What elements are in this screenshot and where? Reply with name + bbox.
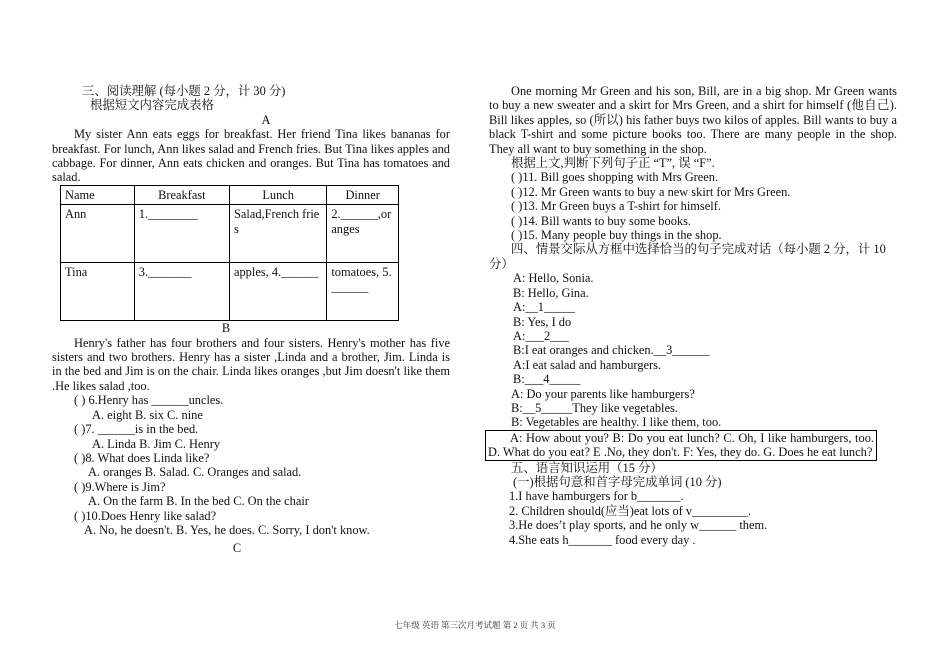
table-cell: Tina [61,263,135,321]
question-item: ( )7. ______is in the bed. [74,422,199,437]
question-options: A. On the farm B. In the bed C. On the chair [88,494,309,509]
fill-list [489,489,897,547]
question-options: A. Linda B. Jim C. Henry [92,436,221,451]
table-cell: Salad,French fries [229,205,326,263]
question-options: A. No, he doesn't. B. Yes, he does. C. Sorry, I don't know. [84,522,370,537]
dialog-line: A:__1_____ [513,300,575,315]
tf-instruction: 根据上文,判断下列句子正 “T”, 误 “F”. [511,156,715,171]
dialog-line: B:___4_____ [513,372,581,387]
passage-c-text: One morning Mr Green and his son, Bill, are in a big shop. Mr Green wants to buy a new sweater and a skirt for Mrs Green, and a shirt for himself (他自己). Bill likes apples, so (所以) his father buys two kilos of apples. Bill wants to buy a black T-shirt and some picture books too. There are many people in the shop. They all want to buy something in the shop. [489,84,897,156]
fill-item: 2. Children should(应当)eat lots of v_________. [509,503,751,518]
tf-list [489,170,897,242]
left-column [52,84,450,556]
tf-item: ( )13. Mr Green buys a T-shirt for himself. [511,199,721,214]
section5-subtitle: (一)根据句意和首字母完成单词 (10 分) [513,474,722,489]
dialog-line: A: Do your parents like hamburgers? [511,386,695,401]
table-row [61,205,399,263]
tf-item: ( )12. Mr Green wants to buy a new skirt for Mrs Green. [511,184,791,199]
dialog-line: B: Hello, Gina. [513,285,589,300]
dialog-line: A:I eat salad and hamburgers. [513,357,662,372]
dialog-line: B: Vegetables are healthy. I like them, too. [511,415,722,430]
dialog-line: A: Hello, Sonia. [513,271,594,286]
dialog-line: B: Yes, I do [513,314,572,329]
passage-b-label: B [221,321,231,336]
tf-item: ( )11. Bill goes shopping with Mrs Green. [511,170,719,185]
table-header-row [61,185,399,204]
right-column [489,84,897,547]
fill-item: 1.I have hamburgers for b_______. [509,489,684,504]
table-cell: 2.______,oranges [327,205,399,263]
question-item: ( )10.Does Henry like salad? [74,508,217,523]
table-header: Lunch [229,185,326,204]
fill-item: 3.He does’t play sports, and he only w______ them. [509,518,768,533]
summary-table [60,185,399,321]
table-cell: apples, 4.______ [229,263,326,321]
section5-title: 五、语言知识运用（15 分） [511,460,663,475]
page-footer: 七年级 英语 第三次月考试题 第 2 页 共 3 页 [394,620,556,630]
fill-item: 4.She eats h_______ food every day . [509,532,696,547]
section3-title: 三、阅读理解 (每小题 2 分，计 30 分) [82,84,286,98]
table-cell: 1.________ [134,205,229,263]
passage-a-text: My sister Ann eats eggs for breakfast. Her friend Tina likes bananas for breakfast. For lunch, Ann likes salad and French fries. But Tina likes apples and cabbage. For dinner, Ann eats chicken and oranges. But Tina has tomatoes and salad. [52,127,450,185]
question-options: A. oranges B. Salad. C. Oranges and salad. [88,465,302,480]
question-options: A. eight B. six C. nine [92,407,203,422]
passage-a-label: A [261,112,271,127]
passage-c-label: C [232,541,242,556]
question-item: ( )9.Where is Jim? [74,479,166,494]
section4-title: 四、情景交际从方框中选择恰当的句子完成对话（每小题 2 分，计 10 分） [489,242,886,271]
table-row [61,263,399,321]
questions-list [52,393,450,537]
passage-b-text: Henry's father has four brothers and four sisters. Henry's mother has five sisters and two brothers. Henry has a sister ,Linda and a brother, Jim. Linda is in the bed and Jim is on the chair. Linda likes oranges ,but Jim doesn't like them .He likes salad ,too. [52,335,450,393]
table-header: Name [61,185,135,204]
tf-item: ( )14. Bill wants to buy some books. [511,213,692,228]
dialog [489,271,897,429]
table-header: Breakfast [134,185,229,204]
question-item: ( ) 6.Henry has ______uncles. [74,393,224,408]
table-cell: 3._______ [134,263,229,321]
options-box: A: How about you? B: Do you eat lunch? C. Oh, I like hamburgers, too. D. What do you eat? E .No, they don't. F: Yes, they do. G. Does he eat lunch? [485,430,877,461]
section3-subtitle: 根据短文内容完成表格 [90,98,214,113]
table-cell: tomatoes, 5.______ [327,263,399,321]
dialog-line: A:___2___ [513,328,569,343]
table-header: Dinner [327,185,399,204]
tf-item: ( )15. Many people buy things in the shop. [511,228,722,243]
dialog-line: B:I eat oranges and chicken.__3______ [513,343,710,358]
dialog-line: B:__5_____They like vegetables. [511,400,678,415]
question-item: ( )8. What does Linda like? [74,450,210,465]
table-cell: Ann [61,205,135,263]
